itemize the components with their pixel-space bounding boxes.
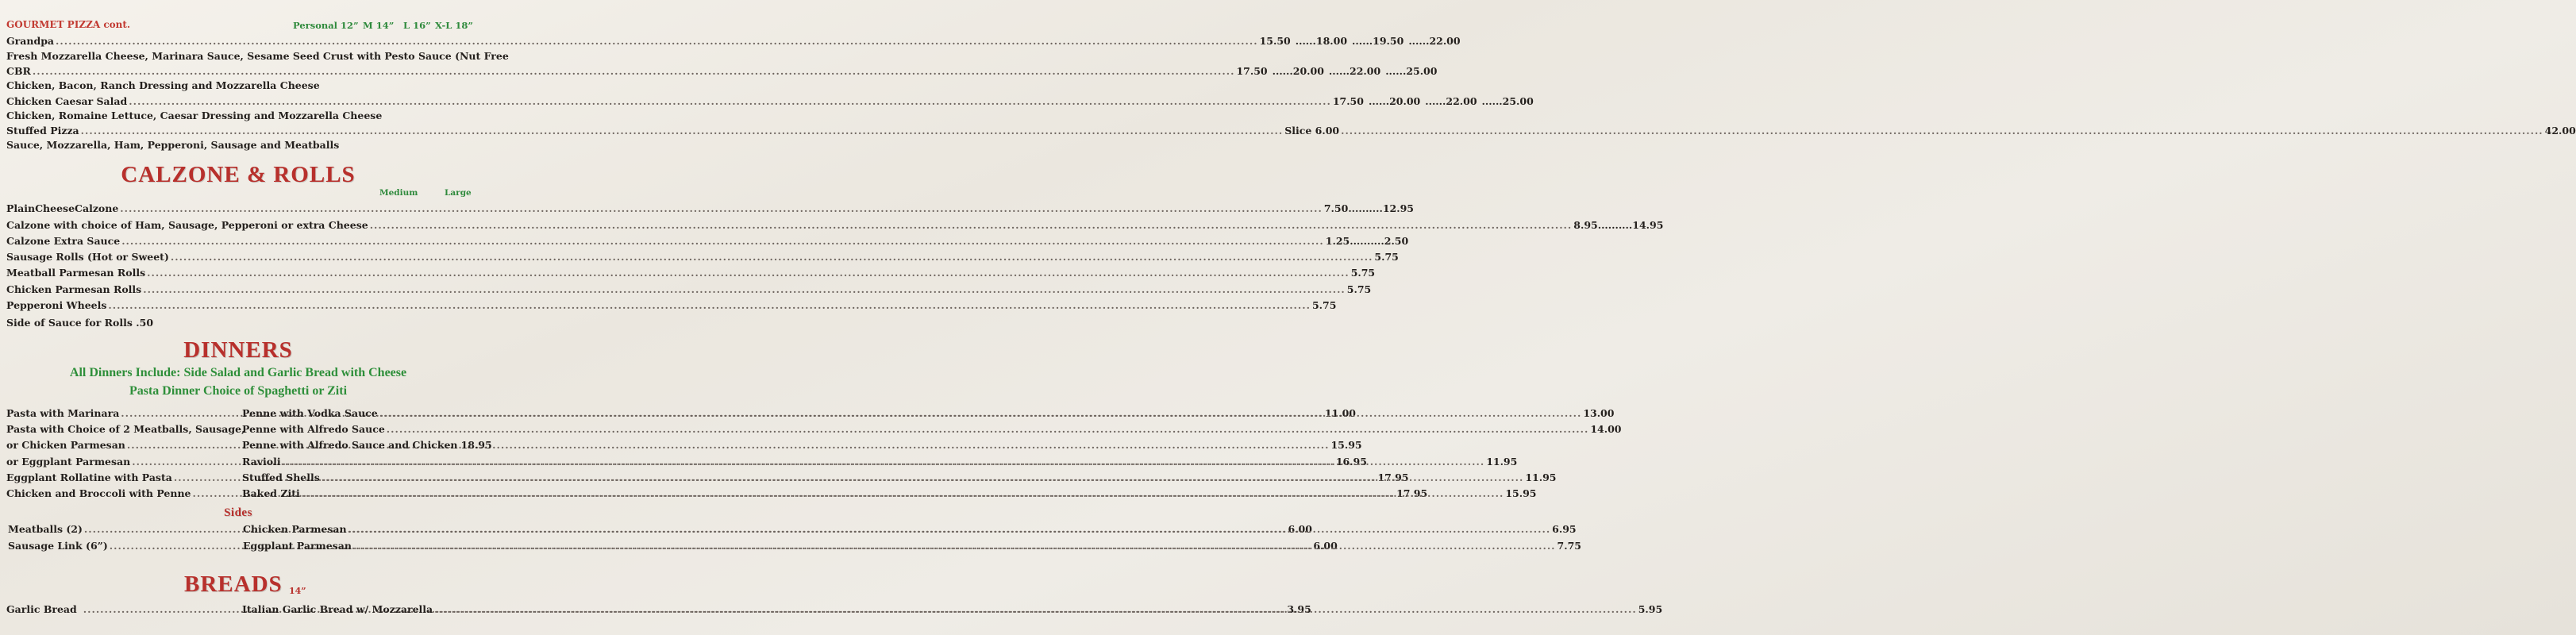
item-name: or Eggplant Parmesan (6, 456, 131, 468)
item-price: 17.95 (1377, 471, 1409, 483)
item-name: Calzone with choice of Ham, Sausage, Pepperoni or extra Cheese (6, 219, 368, 231)
item-price: 11.95 (1486, 456, 1518, 468)
item-price-xlarge: 22.00 (1429, 35, 1461, 47)
item-price: 15.95 (1330, 439, 1362, 451)
item-price-medium: 20.00 (1292, 65, 1324, 77)
menu-item (6, 283, 1372, 295)
col-medium: Medium (379, 188, 418, 198)
item-price: 13.00 (1583, 407, 1615, 419)
menu-item: CBR ..... 17.50 ...... 20.00 ...... 22.00 ...... 25.00 (6, 65, 468, 77)
item-name: Stuffed Shells (242, 471, 320, 483)
item-price: 5.75 (1374, 251, 1399, 263)
item-price-large: 19.50 (1373, 35, 1404, 47)
col-large: Large (445, 188, 472, 198)
item-name: Chicken Parmesan Rolls (6, 283, 142, 295)
gourmet-header: GOURMET PIZZA cont. (6, 19, 131, 30)
item-name: Penne with Vodka Sauce (242, 407, 378, 419)
menu-item (6, 251, 1399, 263)
size-xlarge: X-L 18” (435, 20, 473, 31)
item-price-personal: 15.50 (1259, 35, 1291, 47)
item-price-medium: 8.95 (1573, 219, 1598, 231)
item-price: 14.00 (1590, 423, 1622, 435)
item-name: Garlic Bread (6, 603, 77, 615)
item-price-large: 2.50 (1384, 235, 1409, 247)
item-price: 6.00 (1313, 540, 1338, 552)
menu-item: Grandpa ..... 15.50 ...... 18.00 ...... 19.50 ...... 22.00 (6, 35, 468, 47)
item-price-personal: 17.50 (1332, 95, 1364, 107)
item-name: PlainCheeseCalzone (6, 202, 119, 214)
item-price-medium: 18.00 (1315, 35, 1348, 47)
item-name: Pepperoni Wheels (6, 299, 107, 311)
item-name: Penne with Alfredo Sauce (242, 423, 385, 435)
item-price: 6.00 (1288, 523, 1312, 535)
section-title-breads: BREADS (184, 572, 283, 597)
item-price-large: 22.00 (1446, 95, 1477, 107)
item-name: Sausage Link (6”) (8, 540, 108, 552)
menu-item (6, 125, 2576, 137)
menu-item: Chicken Caesar Salad ..... 17.50 ...... 20.00 ...... 22.00 ...... 25.00 (6, 95, 468, 107)
item-price-xlarge: 25.00 (1406, 65, 1438, 77)
menu-item: PlainCheeseCalzone ..... 7.50 .......... 12.95 (6, 202, 468, 214)
item-description: Fresh Mozzarella Cheese, Marinara Sauce, Sesame Seed Crust with Pesto Sauce (Nut Free (6, 50, 509, 62)
item-price-medium: 1.25 (1325, 235, 1350, 247)
section-title-calzone: CALZONE & ROLLS (121, 162, 356, 187)
item-name: Chicken Parmesan (243, 523, 347, 535)
menu-item: Calzone Extra Sauce ..... 1.25 .......... 2.50 (6, 235, 468, 247)
item-price: 17.95 (1396, 487, 1428, 499)
side-sauce-note: Side of Sauce for Rolls .50 (6, 317, 154, 329)
item-name: Italian Garlic Bread w/ Mozzarella (242, 603, 433, 615)
item-name: Baked Ziti (242, 487, 300, 499)
item-name: Chicken Caesar Salad (6, 95, 128, 107)
item-price: 42.00 (2544, 125, 2576, 137)
item-name: Sausage Rolls (Hot or Sweet) (6, 251, 169, 263)
item-name: CBR (6, 65, 31, 77)
item-name: Eggplant Rollatine with Pasta (6, 471, 172, 483)
size-personal: Personal 12” (293, 20, 359, 31)
section-title-sides: Sides (224, 506, 252, 519)
item-name: Chicken and Broccoli with Penne (6, 487, 191, 499)
menu-item (6, 267, 1376, 279)
item-price-large: 12.95 (1382, 202, 1414, 214)
item-name: or Chicken Parmesan (6, 439, 125, 451)
item-price: 11.00 (1324, 407, 1357, 419)
item-name: Grandpa (6, 35, 55, 47)
menu-item: Calzone with choice of Ham, Sausage, Pepperoni or extra Cheese ..... 8.95 .......... 14.95 (6, 219, 468, 231)
item-price: 5.95 (1638, 603, 1663, 615)
item-price: 18.95 (460, 439, 492, 451)
item-name: Meatballs (2) (8, 523, 83, 535)
item-price-personal: 17.50 (1236, 65, 1268, 77)
breads-size-note: 14” (289, 586, 306, 596)
item-price: 5.75 (1346, 283, 1372, 295)
item-name: Pasta with Marinara (6, 407, 120, 419)
section-title-dinners: DINNERS (183, 337, 293, 363)
item-slice-price: Slice 6.00 (1284, 125, 1340, 137)
item-price: 11.95 (1525, 471, 1557, 483)
item-price-large: 14.95 (1632, 219, 1664, 231)
item-price-medium: 7.50 (1323, 202, 1349, 214)
item-price: 6.95 (1552, 523, 1577, 535)
dinners-include-line2: Pasta Dinner Choice of Spaghetti or Ziti (129, 384, 348, 398)
item-name: Meatball Parmesan Rolls (6, 267, 146, 279)
item-description: Sauce, Mozzarella, Ham, Pepperoni, Sausage and Meatballs (6, 139, 340, 151)
dinners-include-line1: All Dinners Include: Side Salad and Garlic Bread with Cheese (69, 366, 407, 379)
item-name: Ravioli (242, 456, 281, 468)
item-description: Chicken, Bacon, Ranch Dressing and Mozzarella Cheese (6, 79, 320, 91)
item-price: 7.75 (1557, 540, 1581, 552)
item-price-medium: 20.00 (1389, 95, 1421, 107)
size-medium: M 14” (363, 20, 395, 31)
menu-item (6, 299, 1337, 311)
item-name: Penne with Alfredo Sauce and Chicken (242, 439, 458, 451)
menu-item-name: Pasta with Choice of 2 Meatballs, Sausage, (6, 423, 245, 435)
item-price: 3.95 (1287, 603, 1311, 615)
menu-item (242, 439, 492, 451)
item-price-large: 22.00 (1350, 65, 1381, 77)
item-name: Stuffed Pizza (6, 125, 79, 137)
item-name: Calzone Extra Sauce (6, 235, 121, 247)
item-price: 15.95 (1505, 487, 1537, 499)
item-price: 5.75 (1311, 299, 1337, 311)
size-large: L 16” (403, 20, 431, 31)
item-description: Chicken, Romaine Lettuce, Caesar Dressing and Mozzarella Cheese (6, 110, 383, 121)
menu-item (242, 423, 1622, 435)
item-price-xlarge: 25.00 (1502, 95, 1534, 107)
item-price: 16.95 (1335, 456, 1367, 468)
item-name: Eggplant Parmesan (243, 540, 352, 552)
item-price: 5.75 (1350, 267, 1376, 279)
